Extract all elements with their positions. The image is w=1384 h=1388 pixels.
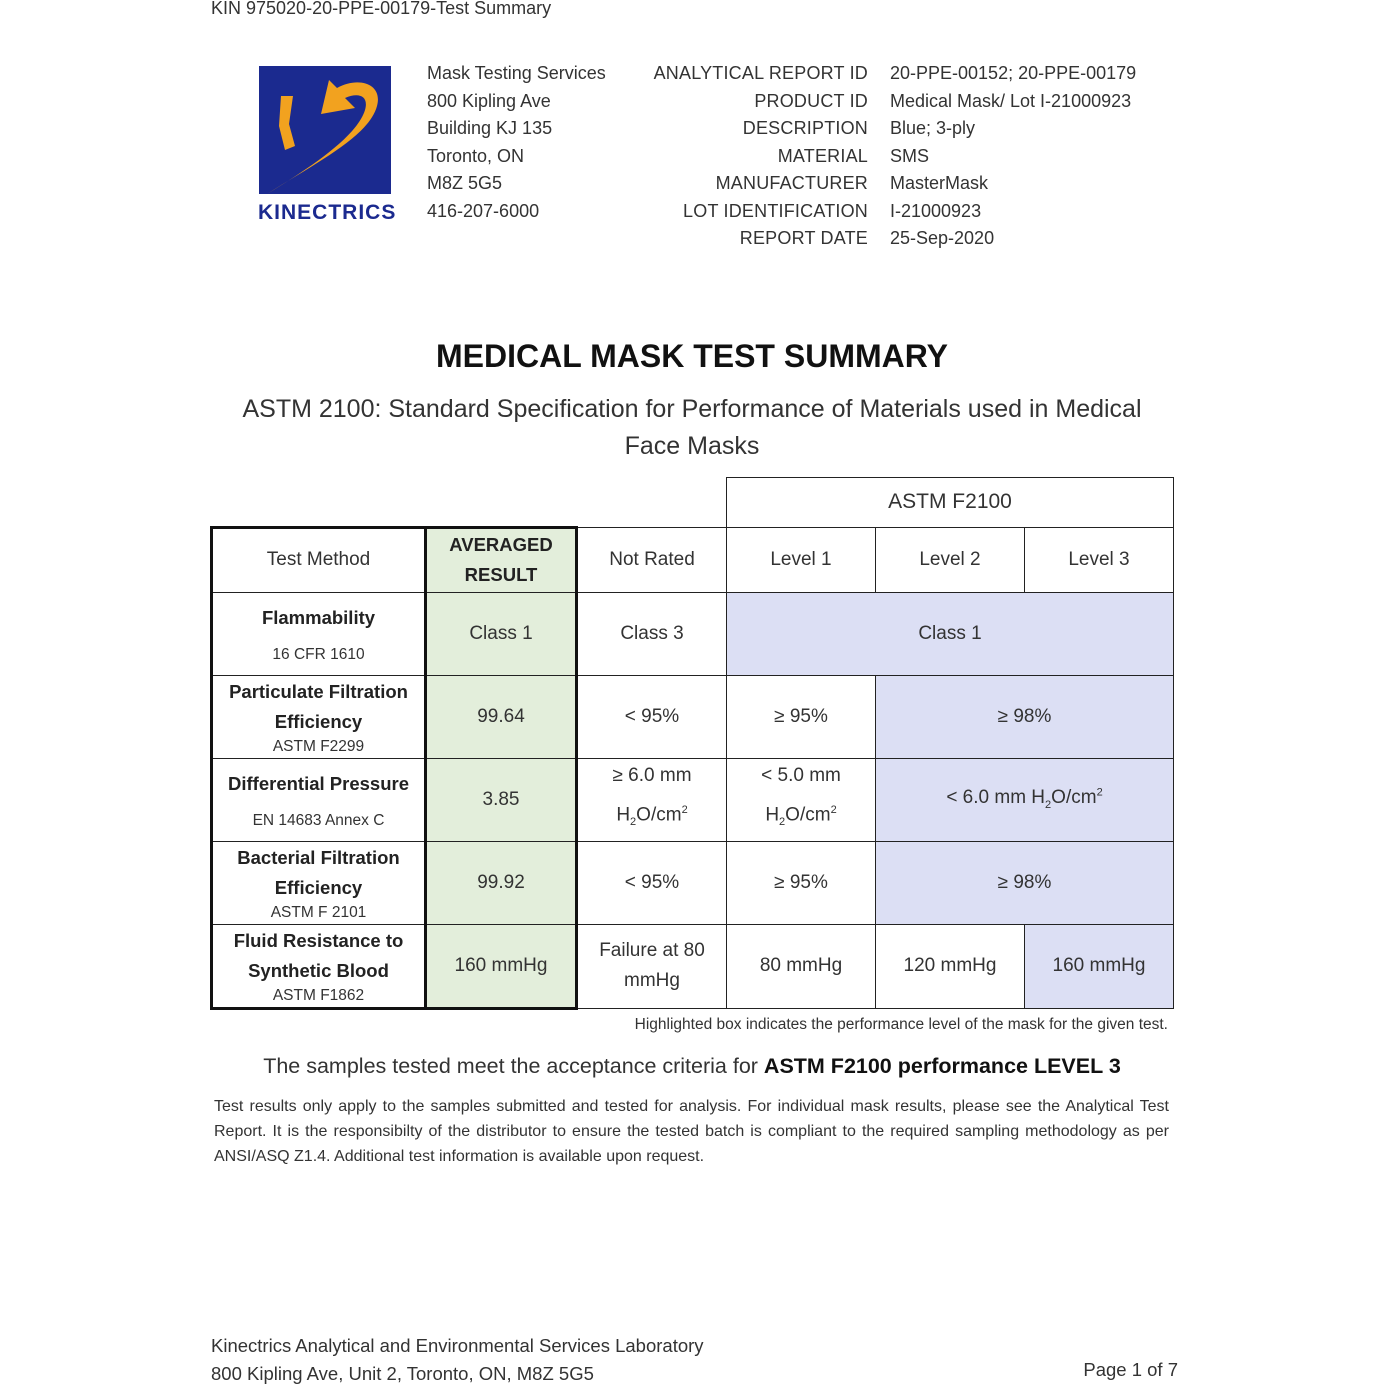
meta-value: 20-PPE-00152; 20-PPE-00179: [890, 63, 1137, 83]
averaged-result-cell: Class 1: [426, 592, 577, 675]
averaged-result-cell: 3.85: [426, 758, 577, 841]
acceptance-level: ASTM F2100 performance LEVEL 3: [763, 1054, 1121, 1078]
formula-h: H: [765, 804, 780, 826]
acceptance-prefix: The samples tested meet the acceptance criteria for: [263, 1054, 764, 1078]
formula-unit: O/cm: [785, 804, 831, 826]
test-name: Fluid Resistance to Synthetic Blood: [233, 929, 404, 981]
highlight-note: Highlighted box indicates the performance level of the mask for the given test.: [634, 1016, 1168, 1033]
level-1-line1: < 5.0 mm: [761, 765, 841, 787]
logo-wordmark: KINECTRICS: [258, 201, 397, 224]
table-row: [212, 592, 1174, 675]
address-line: Mask Testing Services: [427, 63, 606, 83]
meta-label: PRODUCT ID: [754, 90, 868, 111]
formula-sub: 2: [779, 816, 786, 829]
meta-label: DESCRIPTION: [742, 118, 868, 138]
astm-f2100-header: ASTM F2100: [727, 478, 1174, 528]
header-averaged-result: [426, 527, 577, 592]
level-2-cell: 120 mmHg: [876, 924, 1025, 1008]
address-line: Toronto, ON: [427, 145, 525, 166]
test-method-cell: [212, 675, 426, 758]
header-level-2: Level 2: [876, 527, 1025, 592]
test-name: Differential Pressure: [228, 772, 409, 794]
meta-value: 25-Sep-2020: [890, 228, 995, 248]
meta-label: MATERIAL: [777, 145, 868, 166]
address-line: Building KJ 135: [427, 118, 553, 138]
formula-prefix: < 6.0 mm H: [946, 787, 1046, 809]
meta-value: SMS: [890, 145, 930, 166]
test-name: Bacterial Filtration Efficiency: [237, 846, 400, 898]
table-row: [212, 924, 1174, 1008]
page-title: MEDICAL MASK TEST SUMMARY: [436, 338, 948, 374]
test-method-cell: [212, 841, 426, 924]
formula-sub: 2: [1045, 799, 1052, 812]
formula-h: H: [616, 804, 631, 826]
level-1-cell: ≥ 95%: [727, 841, 876, 924]
not-rated-cell: Class 3: [577, 592, 727, 675]
formula-unit: O/cm: [1051, 787, 1097, 809]
not-rated-cell: < 95%: [577, 841, 727, 924]
level-1-line2: [727, 793, 875, 839]
level-3-cell-highlighted: 160 mmHg: [1025, 924, 1174, 1008]
level-cell-highlighted: [876, 758, 1174, 841]
header-level-1: Level 1: [727, 527, 876, 592]
acceptance-statement: [0, 1054, 1384, 1079]
report-meta-labels: [640, 60, 868, 253]
test-standard: ASTM F1862: [272, 986, 365, 1004]
test-standard: EN 14683 Annex C: [252, 811, 385, 829]
level-1-cell: 80 mmHg: [727, 924, 876, 1008]
header-not-rated: Not Rated: [577, 527, 727, 592]
table-row: [212, 758, 1174, 841]
test-method-cell: [212, 592, 426, 675]
page-number: Page 1 of 7: [1083, 1359, 1178, 1380]
meta-label: MANUFACTURER: [715, 173, 868, 193]
document-id: KIN 975020-20-PPE-00179-Test Summary: [211, 0, 552, 18]
test-standard: ASTM F 2101: [270, 903, 367, 921]
formula-sub: 2: [630, 816, 637, 829]
level-1-cell: [727, 758, 876, 841]
header-level-3: Level 3: [1025, 527, 1174, 592]
formula-sup: 2: [830, 804, 837, 817]
level-cell-highlighted: ≥ 98%: [876, 841, 1174, 924]
address-line: 416-207-6000: [427, 200, 540, 221]
meta-label: ANALYTICAL REPORT ID: [653, 63, 868, 83]
averaged-result-cell: 99.92: [426, 841, 577, 924]
meta-value: I-21000923: [890, 200, 982, 221]
not-rated-line1: ≥ 6.0 mm: [612, 765, 692, 787]
footer-address: 800 Kipling Ave, Unit 2, Toronto, ON, M8Z 5G5: [211, 1363, 594, 1384]
test-name: Flammability: [261, 606, 376, 628]
formula-unit: O/cm: [636, 804, 682, 826]
level-cell-highlighted: Class 1: [727, 592, 1174, 675]
meta-label: REPORT DATE: [739, 228, 868, 248]
test-method-cell: [212, 924, 426, 1008]
not-rated-cell: Failure at 80 mmHg: [577, 924, 727, 1008]
footer: [211, 1332, 704, 1388]
formula-sup: 2: [681, 804, 688, 817]
page-subtitle: ASTM 2100: Standard Specification for Performance of Materials used in Medical Face Masks: [242, 395, 1142, 460]
footer-lab-name: Kinectrics Analytical and Environmental Services Laboratory: [211, 1335, 704, 1356]
table-row: [212, 675, 1174, 758]
meta-value: Blue; 3-ply: [890, 118, 976, 138]
not-rated-line2: [578, 793, 726, 839]
address-line: 800 Kipling Ave: [427, 90, 551, 111]
averaged-result-cell: 160 mmHg: [426, 924, 577, 1008]
averaged-result-cell: 99.64: [426, 675, 577, 758]
test-name: Particulate Filtration Efficiency: [229, 680, 408, 732]
test-standard: ASTM F2299: [272, 737, 365, 755]
not-rated-cell: [577, 758, 727, 841]
table-row: [212, 841, 1174, 924]
level-cell-highlighted: ≥ 98%: [876, 675, 1174, 758]
report-meta-values: [890, 60, 1136, 253]
test-method-cell: [212, 758, 426, 841]
header-test-method: Test Method: [212, 527, 426, 592]
kinectrics-logo-icon: [259, 66, 391, 194]
header-averaged-line2: RESULT: [464, 564, 538, 585]
test-summary-table: [210, 477, 1174, 1010]
formula-sup: 2: [1096, 786, 1103, 799]
header-averaged-line1: AVERAGED: [449, 534, 553, 555]
meta-value: Medical Mask/ Lot I-21000923: [890, 90, 1132, 111]
meta-label: LOT IDENTIFICATION: [683, 200, 868, 221]
test-standard: 16 CFR 1610: [272, 645, 365, 663]
address-line: M8Z 5G5: [427, 173, 503, 193]
lab-address: [427, 60, 606, 225]
disclaimer-text: Test results only apply to the samples submitted and tested for analysis. For individual mask results, please see the Analytical Test Report. It is the responsibilty of the distributor to ensure the tested batch is compliant to the required sampling methodology as per ANSI/ASQ Z1.4. Additional test information is available upon request.: [214, 1098, 1169, 1165]
level-1-cell: ≥ 95%: [727, 675, 876, 758]
not-rated-cell: < 95%: [577, 675, 727, 758]
meta-value: MasterMask: [890, 173, 989, 193]
